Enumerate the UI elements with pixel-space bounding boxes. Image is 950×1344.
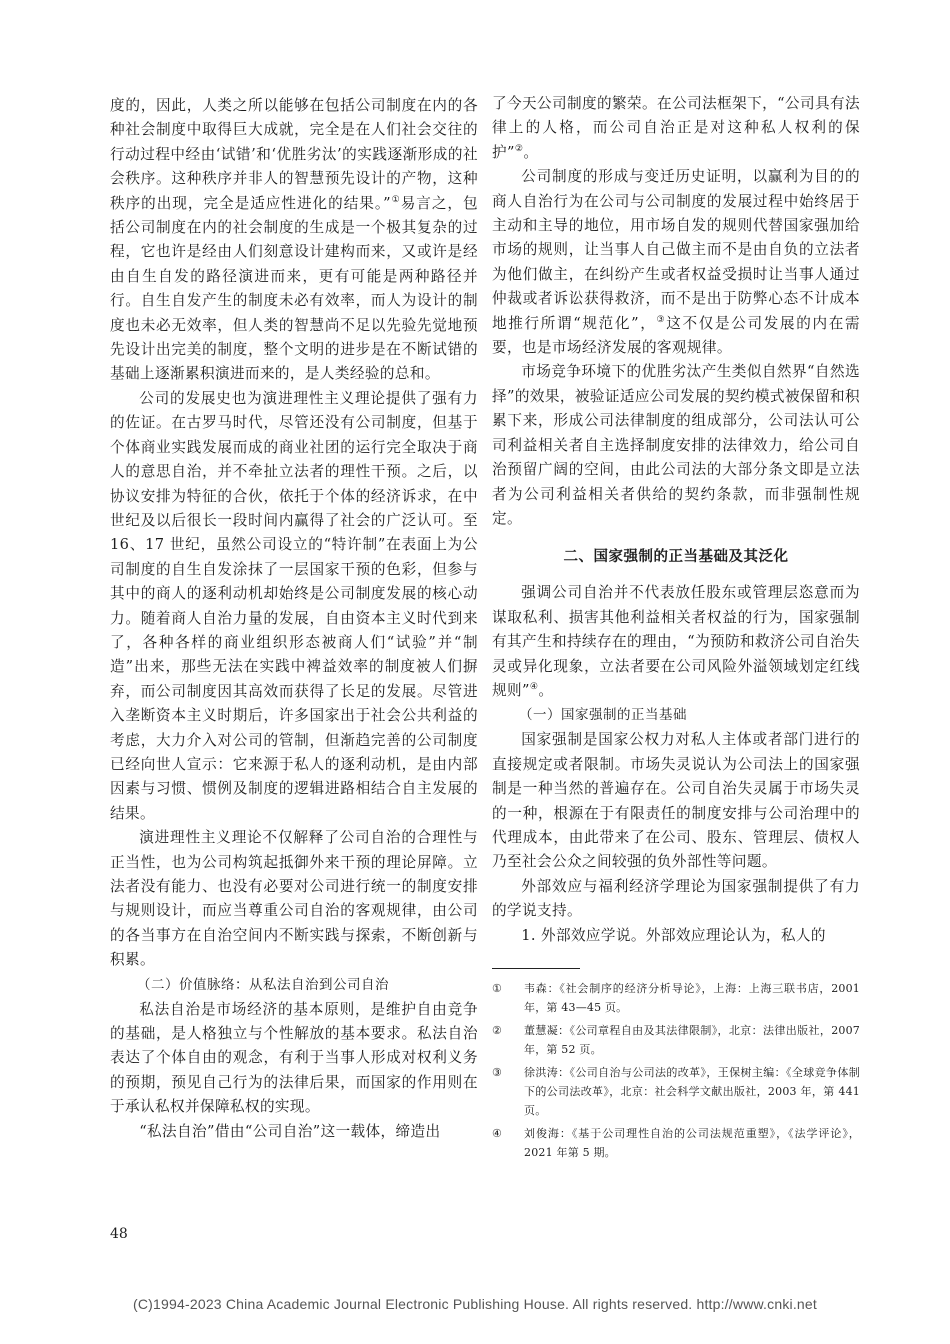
section-heading: 二、国家强制的正当基础及其泛化 [563, 549, 789, 566]
footnotes [492, 979, 860, 1162]
footnote [492, 1021, 860, 1059]
footnote-text: 徐洪涛：《公司自治与公司法的改革》，王保树主编：《全球竞争体制下的公司法改革》，北京：社会科学文献出版社，2003 年，第 441 页。 [524, 1066, 860, 1117]
paragraph: 1. 外部效应学说。外部效应理论认为，私人的 [521, 926, 826, 944]
footnote-text: 韦森：《社会制序的经济分析导论》，上海：上海三联书店，2001 年，第 43—45 页。 [524, 982, 860, 1014]
paragraph-text: 公司制度的形成与变迁历史证明，以赢利为目的的商人自治行为在公司与公司制度的发展过程中始终居于主动和主导的地位，用市场自发的规则代替国家强加给市场的规则，让当事人自己做主而不是由自负的立法者为他们做主，在纠纷产生或者权益受损时让当事人通过仲裁或者诉讼获得救济，而不是出于防弊心态不计成本地推行所谓“规范化”， [492, 168, 860, 332]
footnote-ref[interactable]: ④ [529, 682, 539, 693]
paragraph: 市场竞争环境下的优胜劣汰产生类似自然界“自然选择”的效果，被验证适应公司发展的契约模式被保留和积累下来，形成公司法律制度的组成部分，公司法认可公司利益相关者自主选择制度安排的法律效力，给公司自治预留广阔的空间，由此公司法的大部分条文即是立法者为公司利益相关者供给的契约条款，而非强制性规定。 [492, 363, 860, 527]
footnote-number: ② [492, 1024, 503, 1037]
copyright-footer: (C)1994-2023 China Academic Journal Electronic Publishing House. All rights reserved. http://www.cnki.net [133, 1296, 817, 1312]
paragraph: 演进理性主义理论不仅解释了公司自治的合理性与正当性，也为公司构筑起抵御外来干预的理论屏障。立法者没有能力、也没有必要对公司进行统一的制度安排与规则设计，而应当尊重公司自治的客观规律，由公司的各当事方在自治空间内不断实践与探索，不断创新与积累。 [110, 829, 478, 969]
paragraph [110, 94, 478, 387]
footnote-number: ③ [492, 1066, 503, 1079]
paragraph: 外部效应与福利经济学理论为国家强制提供了有力的学说支持。 [492, 877, 860, 920]
paragraph-text: 了今天公司制度的繁荣。在公司法框架下，“公司具有法律上的人格，而公司自治正是对这种私人权利的保护” [492, 95, 860, 161]
footnote [492, 1124, 860, 1162]
left-column [110, 94, 478, 1144]
footnote-text: 董慧凝：《公司章程自由及其法律限制》，北京：法律出版社，2007 年，第 52 页。 [524, 1024, 860, 1056]
footnote-ref[interactable]: ① [391, 194, 401, 205]
paragraph [492, 581, 860, 703]
subsection-heading: （二）价值脉络：从私法自治到公司自治 [137, 976, 389, 993]
footnote-text: 刘俊海：《基于公司理性自治的公司法规范重塑》，《法学评论》，2021 年第 5 期。 [524, 1127, 860, 1159]
paragraph-text: 强调公司自治并不代表放任股东或管理层恣意而为谋取私利、损害其他利益相关者权益的行为，国家强制有其产生和持续存在的理由，“为预防和救济公司自治失灵或异化现象，立法者要在公司风险外溢领域划定红线规则” [492, 584, 860, 699]
paragraph: 私法自治是市场经济的基本原则，是维护自由竞争的基础，是人格独立与个性解放的基本要求。私法自治表达了个体自由的观念，有利于当事人形成对权利义务的预期，预见自己行为的法律后果，而国家的作用则在于承认私权并保障私权的实现。 [110, 1000, 478, 1116]
paragraph-text: 度的，因此，人类之所以能够在包括公司制度在内的各种社会制度中取得巨大成就，完全是在人们社会交往的行动过程中经由‘试错’和‘优胜劣汰’的实践逐渐形成的社会秩序。这种秩序并非人的智慧预先设计的产物，这种秩序的出现，完全是适应性进化的结果。” [110, 97, 478, 212]
paragraph-text: 。 [538, 681, 554, 699]
paragraph [492, 165, 860, 360]
paragraph-text: 易言之，包括公司制度在内的社会制度的生成是一个极其复杂的过程，它也许是经由人们刻意设计建构而来，又或许是经由自生自发的路径演进而来，更有可能是两种路径并行。自生自发产生的制度未必有效率，而人为设计的制度也未必无效率，但人类的智慧尚不足以先验先觉地预先设计出完美的制度，整个文明的进步是在不断试错的基础上逐渐累积演进而来的，是人类经验的总和。 [110, 194, 479, 383]
footnote-number: ① [492, 982, 503, 995]
paragraph-text: 这不仅是公司发展的内在需要，也是市场经济发展的客观规律。 [492, 314, 860, 357]
page-number: 48 [110, 1226, 128, 1242]
paragraph-text: 。 [523, 143, 539, 161]
paragraph: 国家强制是国家公权力对私人主体或者部门进行的直接规定或者限制。市场失灵说认为公司法上的国家强制是一种当然的普遍存在。公司自治失灵属于市场失灵的一种，根源在于有限责任的制度安排与公司治理中的代理成本，由此带来了在公司、股东、管理层、债权人乃至社会公众之间较强的负外部性等问题。 [492, 731, 860, 871]
footnote [492, 979, 860, 1017]
footnote-number: ④ [492, 1127, 503, 1140]
footnote-ref[interactable]: ② [514, 143, 524, 154]
paragraph: 公司的发展史也为演进理性主义理论提供了强有力的佐证。在古罗马时代，尽管还没有公司制度，但基于个体商业实践发展而成的商业社团的运行完全取决于商人的意思自治，并不牵扯立法者的理性干预。之后，以协议安排为特征的合伙，依托于个体的经济诉求，在中世纪及以后很长一段时间内赢得了社会的广泛认可。至 16、17 世纪，虽然公司设立的“特许制”在表面上为公司制度的自生自发涂抹了一层国家干预的色彩，但参与其中的商人的逐利动机却始终是公司制度发展的核心动力。随着商人自治力量的发展，自由资本主义时代到来了，各种各样的商业组织形态被商人们“试验”并“制造”出来，那些无法在实践中裨益效率的制度被人们摒弃，而公司制度因其高效而获得了长足的发展。尽管进入垄断资本主义时期后，许多国家出于社会公共利益的考虑，大力介入对公司的管制，但渐趋完善的公司制度已经向世人宣示：它来源于私人的逐利动机，是由内部因素与习惯、惯例及制度的逻辑进路相结合自主发展的结果。 [110, 389, 478, 822]
footnote-divider [492, 968, 580, 969]
paragraph: “私法自治”借由“公司自治”这一载体，缔造出 [139, 1122, 441, 1140]
right-column [492, 92, 860, 1166]
footnote [492, 1063, 860, 1120]
subsection-heading: （一）国家强制的正当基础 [519, 707, 687, 724]
footnote-ref[interactable]: ③ [656, 314, 667, 325]
paragraph [492, 92, 860, 165]
